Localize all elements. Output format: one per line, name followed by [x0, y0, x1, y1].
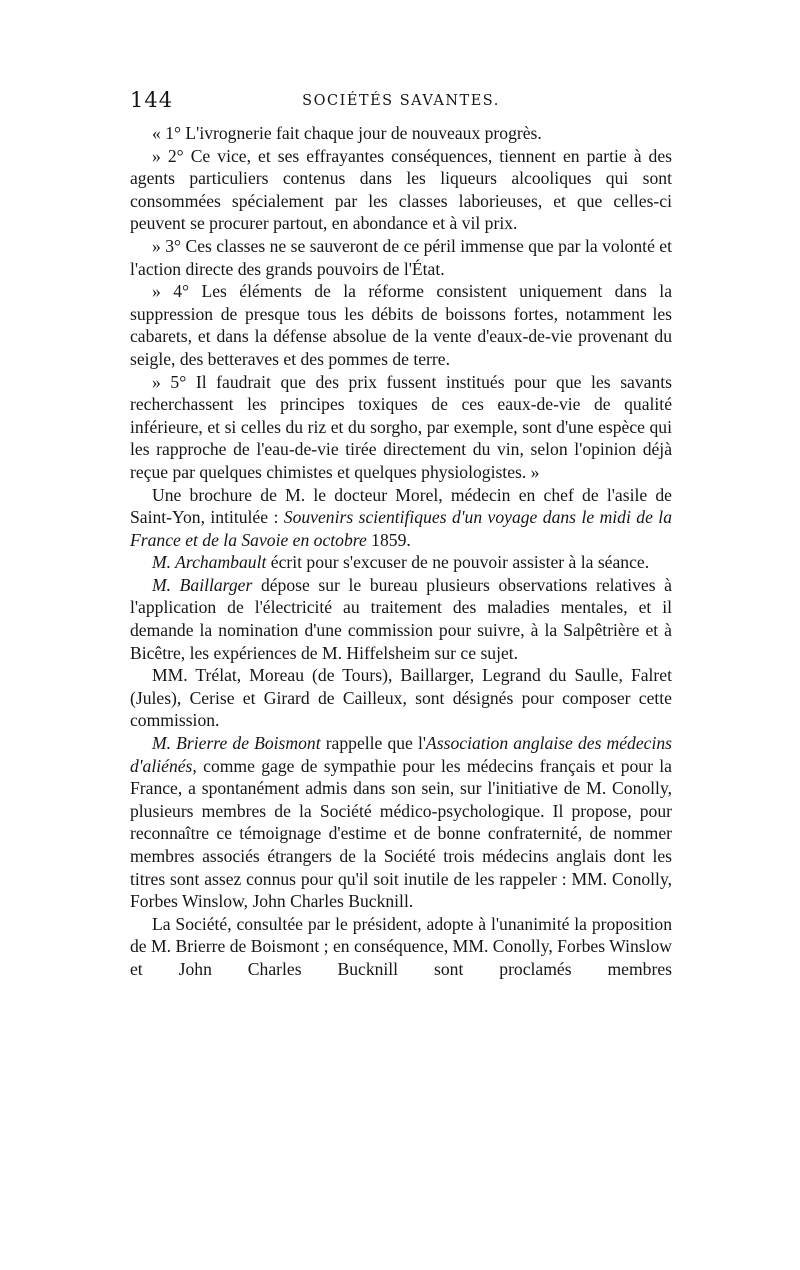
book-page: [130, 88, 672, 981]
paragraph-resolution-5: [130, 371, 672, 484]
text-run: MM. Trélat, Moreau (de Tours), Baillarger, Legrand du Saulle, Falret (Jules), Cerise et Girard de Cailleux, sont désignés pour composer cette commission.: [130, 665, 672, 731]
page-header: [130, 88, 672, 122]
paragraph-resolution-4: [130, 280, 672, 370]
text-run: 1859.: [366, 529, 411, 550]
running-title: SOCIÉTÉS SAVANTES.: [302, 93, 500, 109]
paragraph-society-vote: [130, 913, 672, 981]
text-run: comme gage de sympathie pour les médecins français et pour la France, a spontanément admis dans son sein, sur l'initiative de M. Conolly, plusieurs membres de la Société médico-psychologique. Il propose, pour reconnaître ce témoignage d'estime et de bonne confraternité, de nommer membres associés étrangers de la Société trois médecins anglais dont les titres sont assez connus pour qu'il soit inutile de les rappeler : MM. Conolly, Forbes Winslow, John Charles Bucknill.: [130, 755, 672, 912]
paragraph-morel-brochure: [130, 484, 672, 552]
paragraph-commission-members: [130, 664, 672, 732]
text-run: La Société, consultée par le président, adopte à l'unanimité la proposition de M. Brierre de Boismont ; en conséquence, MM. Conolly, Forbes Winslow et John Charles Bucknill sont proclamés membres: [130, 913, 672, 979]
text-run: » 2° Ce vice, et ses effrayantes conséquences, tiennent en partie à des agents particuliers contenus dans les liqueurs alcooliques qui sont consommées spécialement par les classes laborieuses, et que celles-ci peuvent se procurer partout, en abondance et à vil prix.: [130, 145, 672, 234]
italic-text-run: Souvenirs scientifiques d'un voyage dans le midi de la France et de la Savoie en octobre: [130, 507, 672, 550]
text-run: dépose sur le bureau plusieurs observations relatives à l'application de l'électricité au traitement des maladies mentales, et il demande la nomination d'une commission pour suivre, à la Salpêtrière et à Bicêtre, les expériences de M. Hiffelsheim sur ce sujet.: [130, 574, 672, 663]
paragraph-archambault: [130, 551, 672, 574]
text-run: Une brochure de M. le docteur Morel, médecin en chef de l'asile de Saint-Yon, intitulée :: [130, 484, 672, 528]
page-number: 144: [130, 88, 174, 112]
text-run: rappelle que l': [320, 733, 427, 754]
paragraph-resolution-2: [130, 145, 672, 235]
text-run: « 1° L'ivrognerie fait chaque jour de nouveaux progrès.: [152, 123, 542, 143]
text-run: » 5° Il faudrait que des prix fussent institués pour que les savants recherchassent les principes toxiques de ces eaux-de-vie de qualité inférieure, et si celles du riz et du sorgho, par exemple, sont d'une espèce qui les rapproche de l'eau-de-vie tirée directement du vin, selon l'opinion déjà reçue par quelques chimistes et quelques physiologistes. »: [130, 371, 672, 482]
text-run: » 3° Ces classes ne se sauveront de ce péril immense que par la volonté et l'action directe des grands pouvoirs de l'État.: [130, 235, 672, 279]
italic-text-run: M. Baillarger: [152, 574, 253, 595]
text-run: » 4° Les éléments de la réforme consistent uniquement dans la suppression de presque tous les débits de boissons fortes, notamment les cabarets, et dans la défense absolue de la vente d'eaux-de-vie provenant du seigle, des betteraves et des pommes de terre.: [130, 281, 672, 369]
paragraph-resolution-1: [130, 122, 672, 145]
italic-text-run: M. Archambault: [152, 552, 267, 573]
paragraph-baillarger: [130, 574, 672, 664]
paragraph-resolution-3: [130, 235, 672, 280]
italic-text-run: M. Brierre de Boismont: [152, 733, 321, 754]
text-run: écrit pour s'excuser de ne pouvoir assister à la séance.: [266, 552, 650, 573]
page-body: [130, 122, 672, 981]
paragraph-brierre-de-boismont: [130, 732, 672, 913]
italic-text-run: Association anglaise des médecins d'aliénés,: [130, 733, 672, 776]
